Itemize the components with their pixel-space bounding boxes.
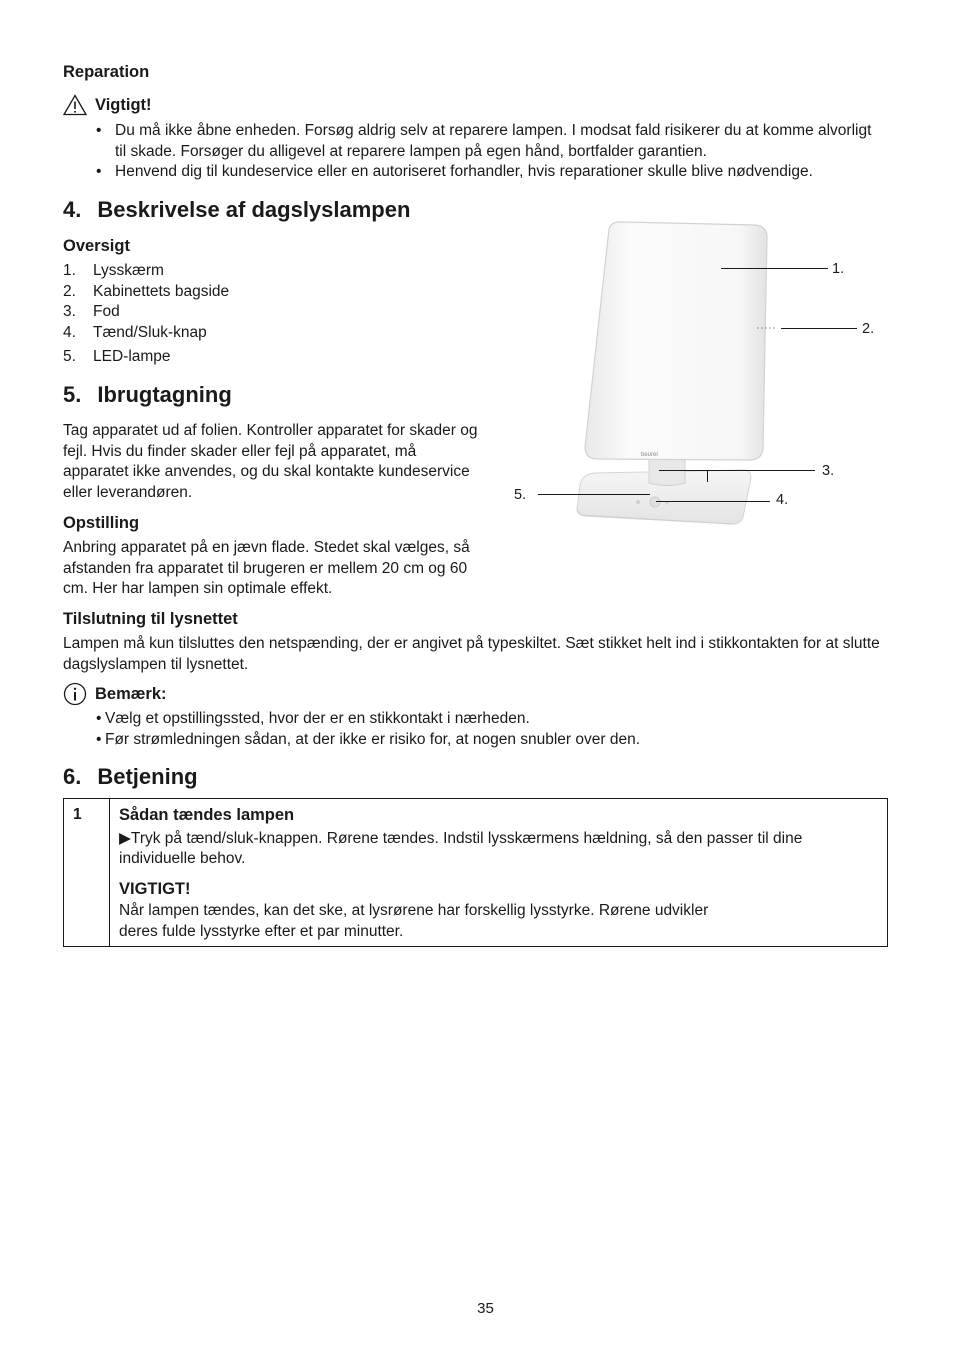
mains-paragraph: Lampen må kun tilsluttes den netspænding, der er angivet på typeskiltet. Sæt stikket helt ind i stikkontakten for at slutte dagslyslampen til lysnettet.	[63, 635, 880, 673]
lamp-figure	[505, 215, 885, 535]
callout-line-5	[538, 494, 650, 495]
callout-label-2: 2.	[862, 321, 875, 337]
note-label: Bemærk:	[95, 684, 167, 703]
section-number: 6.	[63, 764, 82, 789]
callout-line-1	[721, 268, 828, 269]
section-title: Ibrugtagning	[97, 382, 232, 407]
info-icon	[63, 682, 87, 706]
step-content	[110, 799, 888, 947]
list-item: 2. Kabinettets bagside	[63, 282, 230, 300]
list-item: 3. Fod	[63, 303, 120, 320]
lamp-illustration	[505, 215, 885, 535]
warning-icon	[63, 94, 87, 116]
repair-bullets	[93, 121, 873, 183]
section-6-heading	[63, 764, 198, 790]
note-callout	[63, 682, 167, 706]
step-title: Sådan tændes lampen	[119, 806, 295, 824]
brand-label: beurer	[641, 452, 659, 458]
note-bullets	[93, 709, 873, 750]
section-number: 4.	[63, 197, 82, 222]
step-instruction: ▶Tryk på tænd/sluk-knappen. Rørene tændes. Indstil lysskærmens hældning, så den passer til dine individuelle behov.	[119, 829, 803, 867]
list-item: 4. Tænd/Sluk-knap	[63, 323, 207, 341]
callout-label-5: 5.	[514, 487, 527, 503]
repair-warning	[63, 94, 152, 116]
repair-heading: Reparation	[63, 63, 150, 81]
list-item: • Vælg et opstillingssted, hvor der er en stikkontakt i nærheden.	[93, 709, 873, 730]
list-item: • Før strømledningen sådan, at der ikke er risiko for, at nogen snubler over den.	[93, 730, 873, 751]
overview-heading: Oversigt	[63, 237, 130, 255]
page-number: 35	[477, 1300, 494, 1317]
callout-label-1: 1.	[832, 261, 845, 277]
mains-heading: Tilslutning til lysnettet	[63, 610, 238, 628]
list-item: 5. LED-lampe	[63, 348, 171, 365]
parts-list	[63, 261, 483, 368]
step-warning-text: Når lampen tændes, kan det ske, at lysrørene har forskellig lysstyrke. Rørene udvikler deres fulde lysstyrke efter et par minutter.	[119, 902, 709, 940]
section-number: 5.	[63, 382, 82, 407]
table-row	[64, 799, 888, 947]
section-title: Betjening	[97, 764, 198, 789]
callout-line-2	[781, 328, 857, 329]
intro-paragraph: Tag apparatet ud af folien. Kontroller apparatet for skader og fejl. Hvis du finder skader eller fejl på apparatet, må apparatet ikke anvendes, og du skal kontakte kundeservice eller leverandøren.	[63, 422, 478, 501]
step-number: 1	[64, 799, 110, 947]
section-5-heading	[63, 382, 232, 408]
callout-line-4	[656, 501, 770, 502]
callout-line-3-tick	[707, 470, 708, 482]
setup-paragraph: Anbring apparatet på en jævn flade. Stedet skal vælges, så afstanden fra apparatet til brugeren er mellem 20 cm og 60 cm. Her har lampen sin optimale effekt.	[63, 539, 470, 597]
setup-heading: Opstilling	[63, 514, 140, 532]
section-title: Beskrivelse af dagslyslampen	[97, 197, 411, 222]
callout-label-4: 4.	[776, 492, 789, 508]
list-item: • Du må ikke åbne enheden. Forsøg aldrig selv at reparere lampen. I modsat fald risikerer du at komme alvorligt til skade. Forsøger du alligevel at reparere lampen på egen hånd, bortfalder garantien.	[93, 121, 873, 162]
warning-label: Vigtigt!	[95, 95, 152, 114]
step-warning-title: VIGTIGT!	[119, 879, 191, 898]
callout-line-3	[659, 470, 815, 471]
callout-label-3: 3.	[822, 463, 835, 479]
section-4-heading	[63, 197, 410, 223]
list-item: 1. Lysskærm	[63, 262, 164, 279]
list-item: • Henvend dig til kundeservice eller en autoriseret forhandler, hvis reparationer skulle blive nødvendige.	[93, 162, 873, 183]
operation-table	[63, 798, 888, 947]
